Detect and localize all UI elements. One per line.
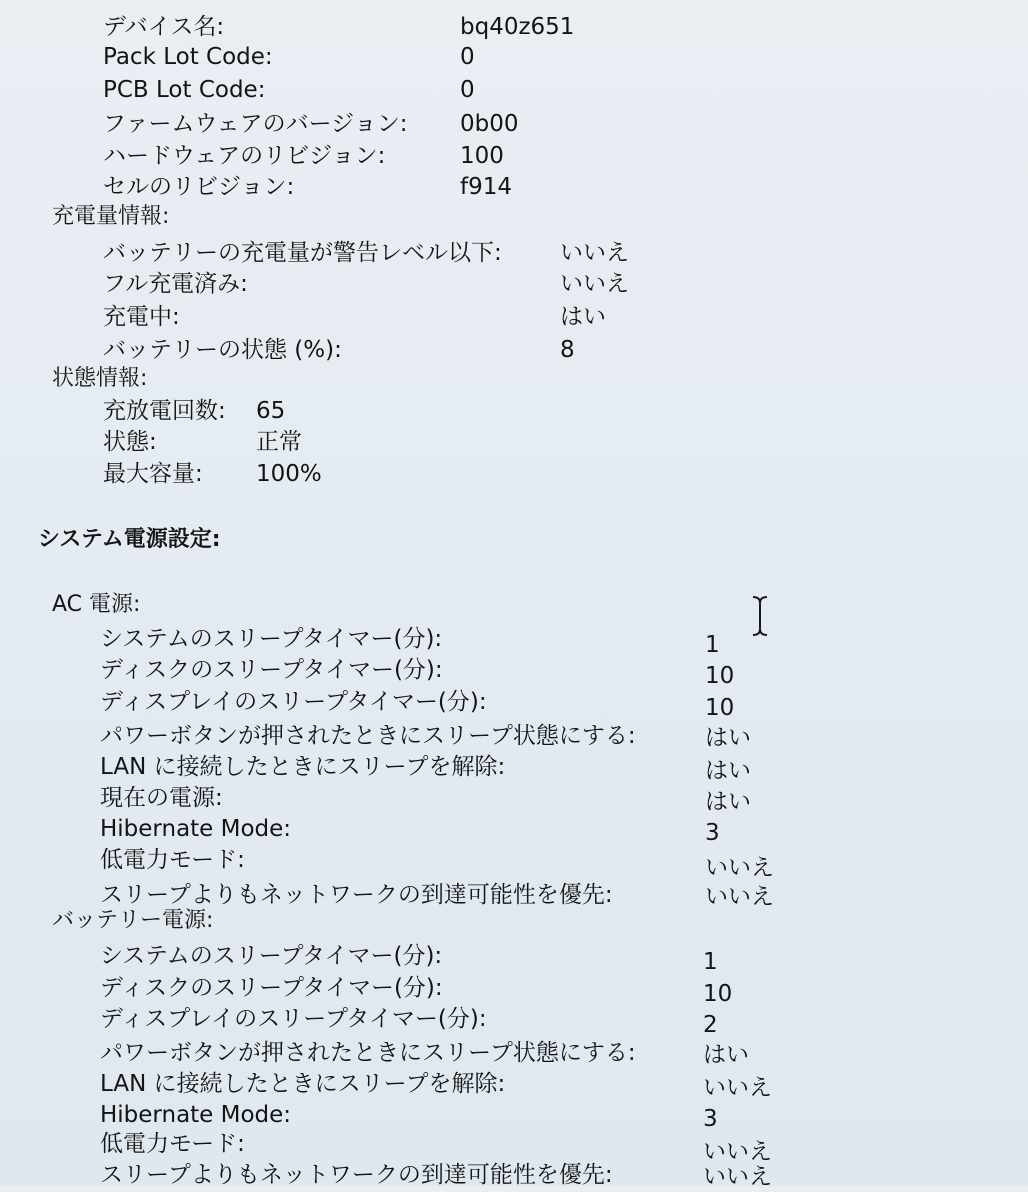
cell-revision-value: f914 bbox=[460, 174, 512, 200]
ac-disk-sleep-label: ディスクのスリープタイマー(分): bbox=[100, 657, 443, 683]
battery-system-sleep-label: システムのスリープタイマー(分): bbox=[100, 943, 443, 969]
ac-wake-on-lan-label: LAN に接続したときにスリープを解除: bbox=[100, 754, 506, 780]
ac-network-priority-value: いいえ bbox=[705, 884, 774, 910]
max-capacity-label: 最大容量: bbox=[103, 461, 203, 487]
cell-revision-label: セルのリビジョン: bbox=[103, 174, 295, 200]
cycle-count-label: 充放電回数: bbox=[103, 398, 226, 424]
condition-value: 正常 bbox=[256, 429, 302, 455]
battery-low-power-mode-value: いいえ bbox=[703, 1139, 772, 1165]
ac-power-button-sleep-value: はい bbox=[705, 725, 751, 751]
battery-hibernate-mode-value: 3 bbox=[703, 1106, 718, 1132]
battery-hibernate-mode-label: Hibernate Mode: bbox=[100, 1102, 292, 1128]
hardware-revision-value: 100 bbox=[460, 143, 504, 169]
ac-display-sleep-label: ディスプレイのスリープタイマー(分): bbox=[100, 689, 487, 715]
battery-network-priority-value: いいえ bbox=[703, 1164, 772, 1190]
fully-charged-value: いいえ bbox=[560, 271, 629, 297]
ac-disk-sleep-value: 10 bbox=[705, 663, 735, 689]
hardware-revision-label: ハードウェアのリビジョン: bbox=[103, 143, 386, 169]
ac-current-source-value: はい bbox=[705, 789, 751, 815]
battery-wake-on-lan-label: LAN に接続したときにスリープを解除: bbox=[100, 1071, 506, 1097]
ac-current-source-label: 現在の電源: bbox=[100, 785, 223, 811]
charge-info-header: 充電量情報: bbox=[52, 204, 170, 229]
firmware-version-label: ファームウェアのバージョン: bbox=[103, 111, 408, 137]
battery-power-button-sleep-label: パワーボタンが押されたときにスリープ状態にする: bbox=[100, 1040, 636, 1066]
battery-display-sleep-label: ディスプレイのスリープタイマー(分): bbox=[100, 1006, 487, 1032]
charging-value: はい bbox=[560, 304, 606, 330]
power-settings-title: システム電源設定: bbox=[38, 527, 221, 552]
condition-label: 状態: bbox=[103, 429, 157, 455]
health-info-header: 状態情報: bbox=[52, 366, 148, 391]
state-of-charge-value: 8 bbox=[560, 337, 575, 363]
ac-power-header: AC 電源: bbox=[52, 592, 141, 617]
below-warning-label: バッテリーの充電量が警告レベル以下: bbox=[103, 240, 502, 266]
ac-low-power-mode-value: いいえ bbox=[705, 855, 774, 881]
battery-disk-sleep-label: ディスクのスリープタイマー(分): bbox=[100, 975, 443, 1001]
firmware-version-value: 0b00 bbox=[460, 111, 519, 137]
ac-display-sleep-value: 10 bbox=[705, 695, 735, 721]
ac-hibernate-mode-label: Hibernate Mode: bbox=[100, 816, 292, 842]
pack-lot-code-value: 0 bbox=[460, 44, 475, 70]
ac-low-power-mode-label: 低電力モード: bbox=[100, 847, 245, 873]
ac-wake-on-lan-value: はい bbox=[705, 758, 751, 784]
ac-power-button-sleep-label: パワーボタンが押されたときにスリープ状態にする: bbox=[100, 723, 636, 749]
battery-system-sleep-value: 1 bbox=[703, 949, 718, 975]
max-capacity-value: 100% bbox=[256, 461, 322, 487]
pcb-lot-code-value: 0 bbox=[460, 77, 475, 103]
battery-display-sleep-value: 2 bbox=[703, 1012, 718, 1038]
ac-system-sleep-value: 1 bbox=[705, 632, 720, 658]
fully-charged-label: フル充電済み: bbox=[103, 271, 248, 297]
battery-power-header: バッテリー電源: bbox=[52, 908, 214, 933]
battery-low-power-mode-label: 低電力モード: bbox=[100, 1131, 245, 1157]
state-of-charge-label: バッテリーの状態 (%): bbox=[103, 337, 342, 363]
battery-network-priority-label: スリープよりもネットワークの到達可能性を優先: bbox=[100, 1162, 613, 1188]
battery-disk-sleep-value: 10 bbox=[703, 981, 733, 1007]
ac-system-sleep-label: システムのスリープタイマー(分): bbox=[100, 626, 443, 652]
pcb-lot-code-label: PCB Lot Code: bbox=[103, 77, 266, 103]
i-beam-cursor-icon bbox=[749, 594, 771, 638]
ac-hibernate-mode-value: 3 bbox=[705, 820, 720, 846]
charging-label: 充電中: bbox=[103, 304, 180, 330]
battery-wake-on-lan-value: いいえ bbox=[703, 1075, 772, 1101]
device-name-label: デバイス名: bbox=[103, 14, 225, 40]
ac-network-priority-label: スリープよりもネットワークの到達可能性を優先: bbox=[100, 882, 613, 908]
below-warning-value: いいえ bbox=[560, 240, 629, 266]
device-name-value: bq40z651 bbox=[460, 14, 575, 40]
cycle-count-value: 65 bbox=[256, 398, 286, 424]
pack-lot-code-label: Pack Lot Code: bbox=[103, 44, 273, 70]
battery-power-button-sleep-value: はい bbox=[703, 1042, 749, 1068]
